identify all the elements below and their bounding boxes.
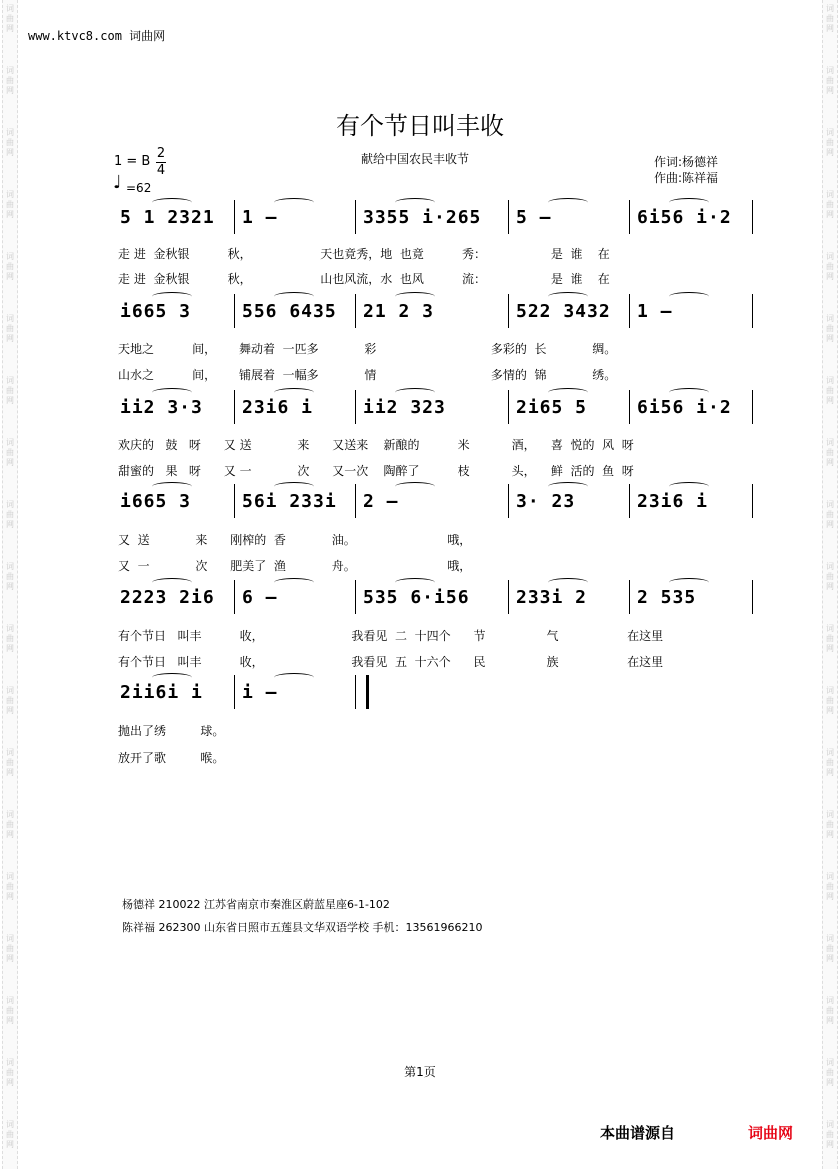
measure-notes: 2 535 bbox=[637, 587, 697, 608]
bar-line bbox=[234, 675, 235, 709]
bar-line bbox=[629, 484, 630, 518]
watermark-text: 词 曲 网 bbox=[826, 934, 834, 963]
bar-line bbox=[234, 294, 235, 328]
watermark-text: 词 曲 网 bbox=[826, 624, 834, 653]
measure-notes: 5 – bbox=[516, 207, 552, 228]
measure-notes: 556 6435 bbox=[242, 301, 337, 322]
bar-line bbox=[234, 580, 235, 614]
bar-line bbox=[752, 484, 753, 518]
bar-line bbox=[629, 294, 630, 328]
composer-address: 陈祥福 262300 山东省日照市五莲县文华双语学校 手机：13561966210 bbox=[122, 921, 483, 934]
slur-mark bbox=[548, 292, 588, 301]
music-row bbox=[112, 198, 752, 238]
watermark-text: 词 曲 网 bbox=[6, 128, 14, 157]
measure-notes: 6 – bbox=[242, 587, 278, 608]
dedication: 献给中国农民丰收节 bbox=[361, 152, 470, 166]
slur-mark bbox=[152, 388, 192, 397]
time-signature bbox=[156, 146, 166, 179]
measure-notes: 535 6·i56 bbox=[363, 587, 470, 608]
site-url[interactable]: www.ktvc8.com 词曲网 bbox=[28, 29, 166, 43]
watermark-text: 词 曲 网 bbox=[826, 996, 834, 1025]
lyric-line: 又 送 来 刚榨的 香 油。 哦， bbox=[118, 533, 472, 547]
watermark-text: 词 曲 网 bbox=[826, 500, 834, 529]
measure-notes: 3· 23 bbox=[516, 491, 576, 512]
bar-line bbox=[355, 390, 356, 424]
lyric-line: 有个节日 叫丰 收， 我看见 五 十六个 民 族 在这里 bbox=[118, 655, 664, 669]
watermark-text: 词 曲 网 bbox=[6, 314, 14, 343]
watermark-text: 词 曲 网 bbox=[6, 500, 14, 529]
bar-line bbox=[508, 484, 509, 518]
lyric-line: 放开了歌 喉。 bbox=[118, 751, 225, 765]
slur-mark bbox=[274, 673, 314, 682]
measure-notes: 233i 2 bbox=[516, 587, 588, 608]
bar-line bbox=[355, 675, 356, 709]
bar-line bbox=[355, 484, 356, 518]
measure-notes: 1 – bbox=[242, 207, 278, 228]
bar-line bbox=[234, 484, 235, 518]
watermark-text: 词 曲 网 bbox=[826, 438, 834, 467]
slur-mark bbox=[395, 198, 435, 207]
watermark-text: 词 曲 网 bbox=[826, 1058, 834, 1087]
lyric-line: 欢庆的 鼓 呀 又 送 来 又送来 新酿的 米 酒， 喜 悦的 风 呀 bbox=[118, 438, 634, 452]
slur-mark bbox=[274, 292, 314, 301]
slur-mark bbox=[548, 482, 588, 491]
lyric-line: 走 进 金秋银 秋， 天也竟秀，地 也竟 秀： 是 谁 在 bbox=[118, 247, 610, 261]
watermark-text: 词 曲 网 bbox=[826, 562, 834, 591]
watermark-text: 词 曲 网 bbox=[6, 562, 14, 591]
measure-notes: 5 1 2321 bbox=[120, 207, 215, 228]
watermark-text: 词 曲 网 bbox=[826, 810, 834, 839]
music-row bbox=[112, 673, 752, 713]
watermark-text: 词 曲 网 bbox=[826, 190, 834, 219]
lyric-line: 天地之 间， 舞动着 一匹多 彩 多彩的 长 绸。 bbox=[118, 342, 617, 356]
slur-mark bbox=[669, 292, 709, 301]
measure-notes: 21 2 3 bbox=[363, 301, 435, 322]
slur-mark bbox=[395, 482, 435, 491]
watermark-text: 词 曲 网 bbox=[6, 376, 14, 405]
slur-mark bbox=[152, 673, 192, 682]
lyric-line: 走 进 金秋银 秋， 山也风流，水 也风 流： 是 谁 在 bbox=[118, 272, 610, 286]
right-watermark-strip bbox=[822, 0, 838, 1169]
composer-credit: 作曲:陈祥福 bbox=[654, 171, 719, 185]
slur-mark bbox=[669, 578, 709, 587]
music-row bbox=[112, 578, 752, 618]
watermark-text: 词 曲 网 bbox=[826, 1120, 834, 1149]
slur-mark bbox=[152, 482, 192, 491]
slur-mark bbox=[669, 388, 709, 397]
key-signature: 1 = B bbox=[114, 154, 151, 169]
slur-mark bbox=[669, 482, 709, 491]
slur-mark bbox=[395, 292, 435, 301]
watermark-text: 词 曲 网 bbox=[6, 1120, 14, 1149]
bar-line bbox=[629, 580, 630, 614]
measure-notes: 3355 i·265 bbox=[363, 207, 482, 228]
watermark-text: 词 曲 网 bbox=[6, 1058, 14, 1087]
measure-notes: 6i56 i·2 bbox=[637, 207, 732, 228]
source-label: 本曲谱源自 bbox=[600, 1124, 676, 1142]
bar-line bbox=[355, 200, 356, 234]
time-top: 2 bbox=[156, 146, 166, 161]
slur-mark bbox=[395, 388, 435, 397]
bar-line bbox=[752, 580, 753, 614]
song-title: 有个节日叫丰收 bbox=[336, 112, 504, 140]
slur-mark bbox=[548, 578, 588, 587]
watermark-text: 词 曲 网 bbox=[826, 66, 834, 95]
time-bottom: 4 bbox=[156, 163, 166, 178]
measure-notes: ii2 3·3 bbox=[120, 397, 203, 418]
watermark-text: 词 曲 网 bbox=[826, 314, 834, 343]
watermark-text: 词 曲 网 bbox=[6, 872, 14, 901]
watermark-text: 词 曲 网 bbox=[826, 128, 834, 157]
watermark-text: 词 曲 网 bbox=[826, 376, 834, 405]
watermark-text: 词 曲 网 bbox=[826, 872, 834, 901]
measure-notes: 2i65 5 bbox=[516, 397, 588, 418]
slur-mark bbox=[152, 198, 192, 207]
slur-mark bbox=[152, 578, 192, 587]
bar-line bbox=[234, 200, 235, 234]
bar-line bbox=[508, 390, 509, 424]
watermark-text: 词 曲 网 bbox=[6, 686, 14, 715]
bar-line bbox=[234, 390, 235, 424]
slur-mark bbox=[548, 388, 588, 397]
source-brand-link[interactable]: 词曲网 bbox=[748, 1124, 794, 1142]
watermark-text: 词 曲 网 bbox=[826, 4, 834, 33]
bar-line bbox=[752, 390, 753, 424]
music-row bbox=[112, 388, 752, 428]
measure-notes: 2223 2i6 bbox=[120, 587, 215, 608]
left-watermark-strip bbox=[2, 0, 18, 1169]
slur-mark bbox=[669, 198, 709, 207]
bar-line bbox=[355, 294, 356, 328]
lyric-line: 抛出了绣 球。 bbox=[118, 724, 225, 738]
watermark-text: 词 曲 网 bbox=[6, 190, 14, 219]
bar-line bbox=[629, 200, 630, 234]
final-bar-line bbox=[366, 675, 369, 709]
bar-line bbox=[508, 580, 509, 614]
measure-notes: 6i56 i·2 bbox=[637, 397, 732, 418]
quarter-note-icon: ♩ bbox=[113, 172, 122, 193]
slur-mark bbox=[152, 292, 192, 301]
lyricist-credit: 作词:杨德祥 bbox=[654, 155, 719, 169]
page-number: 第1页 bbox=[404, 1065, 436, 1079]
measure-notes: 2ii6i i bbox=[120, 682, 203, 703]
lyric-line: 山水之 间， 铺展着 一幅多 情 多情的 锦 绣。 bbox=[118, 368, 617, 382]
measure-notes: 23i6 i bbox=[637, 491, 709, 512]
slur-mark bbox=[274, 198, 314, 207]
watermark-text: 词 曲 网 bbox=[6, 748, 14, 777]
watermark-text: 词 曲 网 bbox=[826, 748, 834, 777]
slur-mark bbox=[395, 578, 435, 587]
watermark-text: 词 曲 网 bbox=[6, 4, 14, 33]
measure-notes: i – bbox=[242, 682, 278, 703]
measure-notes: 23i6 i bbox=[242, 397, 314, 418]
watermark-text: 词 曲 网 bbox=[6, 934, 14, 963]
watermark-text: 词 曲 网 bbox=[6, 996, 14, 1025]
slur-mark bbox=[548, 198, 588, 207]
measure-notes: 56i 233i bbox=[242, 491, 337, 512]
lyricist-address: 杨德祥 210022 江苏省南京市秦淮区蔚蓝星座6-1-102 bbox=[122, 898, 390, 911]
watermark-text: 词 曲 网 bbox=[826, 686, 834, 715]
tempo-marking: =62 bbox=[126, 181, 152, 195]
watermark-text: 词 曲 网 bbox=[6, 252, 14, 281]
watermark-text: 词 曲 网 bbox=[6, 66, 14, 95]
bar-line bbox=[752, 294, 753, 328]
watermark-text: 词 曲 网 bbox=[6, 624, 14, 653]
watermark-text: 词 曲 网 bbox=[6, 810, 14, 839]
music-row bbox=[112, 482, 752, 522]
measure-notes: ii2 323 bbox=[363, 397, 446, 418]
bar-line bbox=[508, 200, 509, 234]
watermark-text: 词 曲 网 bbox=[826, 252, 834, 281]
slur-mark bbox=[274, 388, 314, 397]
measure-notes: 1 – bbox=[637, 301, 673, 322]
measure-notes: 522 3432 bbox=[516, 301, 611, 322]
bar-line bbox=[355, 580, 356, 614]
watermark-text: 词 曲 网 bbox=[6, 438, 14, 467]
lyric-line: 甜蜜的 果 呀 又 一 次 又一次 陶醉了 枝 头， 鲜 活的 鱼 呀 bbox=[118, 464, 634, 478]
measure-notes: i665 3 bbox=[120, 491, 192, 512]
bar-line bbox=[508, 294, 509, 328]
slur-mark bbox=[274, 482, 314, 491]
bar-line bbox=[752, 200, 753, 234]
slur-mark bbox=[274, 578, 314, 587]
measure-notes: i665 3 bbox=[120, 301, 192, 322]
measure-notes: 2 – bbox=[363, 491, 399, 512]
bar-line bbox=[629, 390, 630, 424]
lyric-line: 又 一 次 肥美了 渔 舟。 哦， bbox=[118, 559, 472, 573]
music-row bbox=[112, 292, 752, 332]
lyric-line: 有个节日 叫丰 收， 我看见 二 十四个 节 气 在这里 bbox=[118, 629, 664, 643]
